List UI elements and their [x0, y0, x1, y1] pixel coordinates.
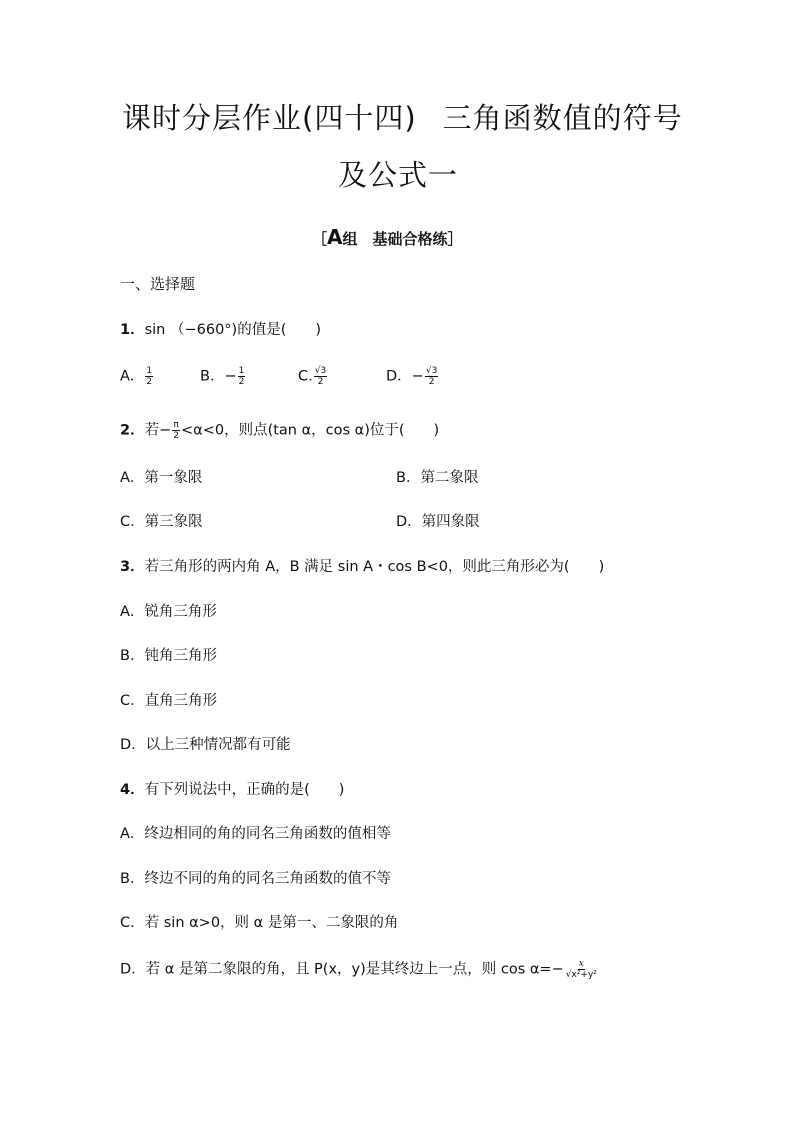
question-1	[120, 320, 321, 340]
option-b: B．终边不同的角的同名三角函数的值不等	[120, 871, 391, 887]
option-d: D．第四象限	[396, 514, 480, 530]
option-a: A．终边相同的角的同名三角函数的值相等	[120, 826, 391, 842]
option-a: A． $\frac{1}{2}$	[120, 366, 153, 387]
bracket-open: ［	[312, 230, 328, 248]
question-4	[120, 780, 344, 800]
question-text: 若三角形的两内角 A，B 满足 sin A・cos B<0，则此三角形必为( )	[144, 559, 605, 575]
question-number: 2．	[120, 422, 145, 439]
bracket-close: ］	[447, 230, 463, 248]
group-label: 组 基础合格练	[342, 230, 448, 248]
question-number: 1．	[120, 322, 145, 338]
question-text: 有下列说法中，正确的是( )	[144, 782, 345, 798]
option-a: A．第一象限	[120, 470, 203, 486]
page-title	[122, 96, 683, 137]
page-title-line-2: 及公式一	[338, 158, 459, 192]
group-header	[312, 225, 463, 249]
option-d: D．以上三种情况都有可能	[120, 737, 291, 753]
section-heading: 一、选择题	[120, 275, 196, 293]
question-number: 3．	[120, 559, 145, 575]
option-c: C. $\frac{√3}{2}$	[298, 366, 327, 387]
fraction-pi-over-2: $\frac{\pi}{2}$	[173, 420, 179, 441]
title-part-2: 三角函数值的符号	[442, 101, 683, 135]
fraction-x-over-r: $\frac{x}{\text{√x²+y²}}$	[565, 959, 597, 980]
question-text: sin （−660°)的值是( )	[144, 322, 322, 338]
question-3	[120, 557, 604, 577]
option-b: B．钝角三角形	[120, 648, 217, 664]
option-c: C．若 sin α>0，则 α 是第一、二象限的角	[120, 915, 399, 931]
question-number: 4．	[120, 782, 145, 798]
option-b: B．− $\frac{1}{2}$	[200, 366, 245, 387]
title-part-1: 课时分层作业(四十四)	[122, 101, 417, 135]
option-c: C．第三象限	[120, 514, 203, 530]
question-2: 2．若− $\frac{\pi}{2}$ <α<0，则点(tan α，cos α)位于( )	[120, 420, 440, 441]
group-letter: A	[327, 225, 343, 249]
option-d: D．若 α 是第二象限的角，且 P(x，y)是其终边上一点，则 cos α=− $\frac{x}{\text{√x²+y²}}$	[120, 959, 597, 980]
option-c: C．直角三角形	[120, 693, 218, 709]
option-d: D．− $\frac{√3}{2}$	[386, 366, 438, 387]
option-b: B．第二象限	[396, 470, 479, 486]
option-a: A．锐角三角形	[120, 604, 217, 620]
